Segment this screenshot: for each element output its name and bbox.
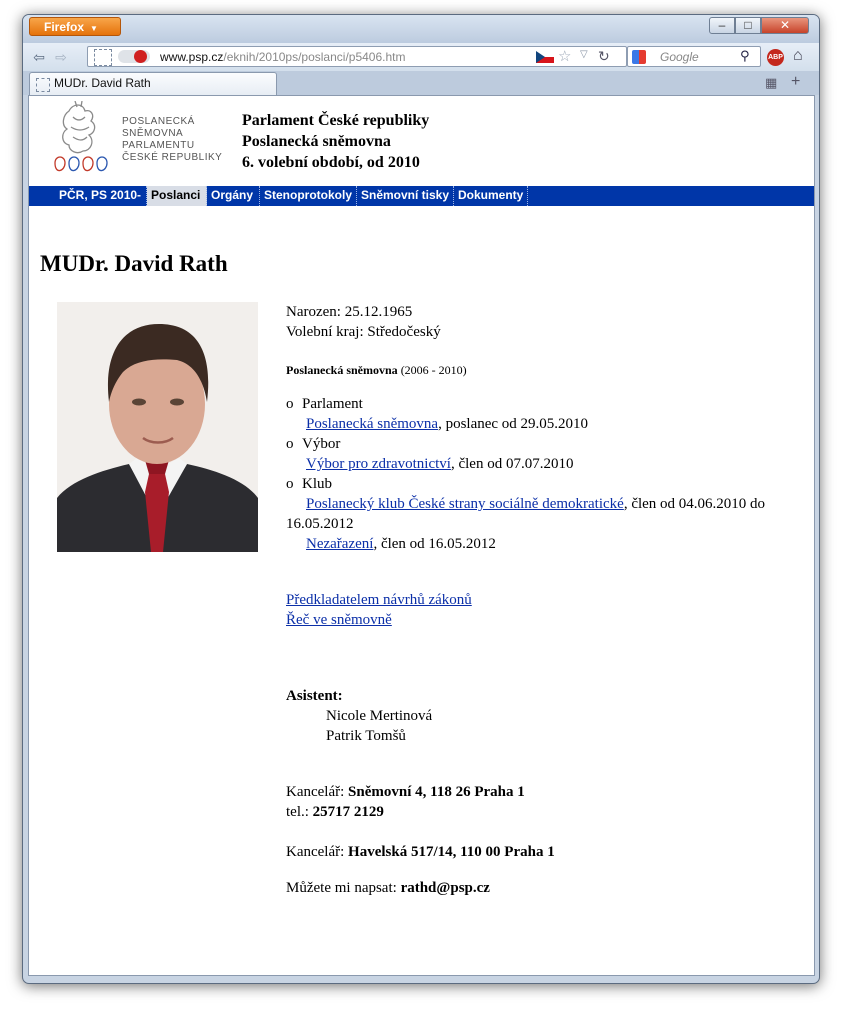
czech-flag-icon [536,51,554,63]
page-icon [36,78,50,92]
url-path: /eknih/2010ps/poslanci/p5406.htm [223,50,406,64]
home-icon[interactable]: ⌂ [793,47,803,64]
header-line: 6. volební období, od 2010 [242,154,420,171]
main-menu [29,186,814,206]
new-tab-icon[interactable]: + [791,73,801,90]
maximize-button[interactable]: □ [735,17,761,34]
speech-link-row [286,610,392,630]
bullet-icon: o [286,396,294,412]
logo-line: ČESKÉ REPUBLIKY [122,152,223,163]
vybor-entry [306,454,573,474]
section-vybor [286,434,340,454]
poslanecka-snemovna-link[interactable]: Poslanecká sněmovna [306,416,439,432]
portrait-photo [57,302,258,552]
born-date: Narozen: 25.12.1965 [286,304,413,320]
firefox-menu-label: Firefox [44,20,85,34]
email [286,878,490,898]
logo-line: PARLAMENTU [122,140,195,151]
block-icon [134,50,147,63]
bullet-icon: o [286,436,294,452]
electoral-region: Volební kraj: Středočeský [286,324,441,340]
logo-text [122,116,222,164]
speech-link[interactable]: Řeč ve sněmovně [286,612,392,628]
email-address[interactable]: rathd@psp.cz [400,880,490,896]
header-line: Poslanecká sněmovna [242,133,391,150]
klub-entry-1-text: , člen od 04.06.2010 do [623,496,766,512]
office-1-address: Sněmovní 4, 118 26 Praha 1 [348,784,525,800]
tab-active[interactable] [29,72,277,95]
url-domain: www.psp.cz [160,50,224,64]
klub-entry-2 [306,534,496,554]
bullet-icon: o [286,476,294,492]
title-bar [23,15,819,43]
menu-item-dokumenty[interactable]: Dokumenty [454,186,528,206]
menu-item-stenoprotokoly[interactable]: Stenoprotokoly [260,186,357,206]
tab-list-icon[interactable]: ▦ [765,75,778,90]
tab-title: MUDr. David Rath [54,76,151,90]
nezarazeni-link[interactable]: Nezařazení [306,536,374,552]
parlament-entry [306,414,588,434]
assistant-name: Patrik Tomšů [326,728,406,744]
lion-logo-icon [51,101,111,181]
klub-entry-1 [306,494,765,514]
page-viewport [28,95,815,976]
bookmark-star-icon[interactable]: ☆ [558,48,572,65]
tab-bar [23,71,819,95]
section-title: Výbor [302,436,341,452]
browser-window [22,14,820,984]
navigation-toolbar [23,43,819,71]
url-text[interactable] [160,50,406,64]
office-2 [286,842,555,862]
office-2-address: Havelská 517/14, 110 00 Praha 1 [348,844,555,860]
previous-term [286,360,467,380]
menu-item-snemovni-tisky[interactable]: Sněmovní tisky [357,186,454,206]
search-icon[interactable]: ⚲ [740,48,750,63]
office-2-label: Kancelář: [286,844,349,860]
page-title: MUDr. David Rath [40,251,228,276]
close-button[interactable]: ✕ [761,17,809,34]
section-title: Klub [302,476,332,492]
menu-item-pcr[interactable]: PČR, PS 2010- [55,186,147,206]
bills-link-row [286,590,472,610]
logo-line: SNĚMOVNA [122,128,184,139]
section-klub [286,474,332,494]
history-dropdown-icon[interactable]: ▽ [580,49,588,60]
back-arrow-icon[interactable]: ⇦ [33,49,45,65]
vybor-zdravotnictvi-link[interactable]: Výbor pro zdravotnictví [306,456,451,472]
assistant-name: Nicole Mertinová [326,708,433,724]
search-bar[interactable] [627,46,761,67]
previous-term-label: Poslanecká sněmovna [286,363,398,377]
section-title: Parlament [302,396,363,412]
url-bar[interactable] [87,46,627,67]
previous-term-years: (2006 - 2010) [400,363,467,377]
header-line: Parlament České republiky [242,112,430,129]
email-label: Můžete mi napsat: [286,880,401,896]
section-parlament [286,394,363,414]
search-engine-icon[interactable] [632,50,646,64]
phone-label: tel.: [286,804,313,820]
minimize-button[interactable]: – [709,17,735,34]
parlament-entry-text: , poslanec od 29.05.2010 [438,416,589,432]
phone [286,802,384,822]
firefox-menu-button[interactable] [29,17,121,36]
office-1 [286,782,525,802]
klub-cssd-link[interactable]: Poslanecký klub České strany sociálně demokratické [306,496,624,512]
office-1-label: Kancelář: [286,784,349,800]
adblock-icon[interactable]: ABP [767,49,784,66]
menu-item-organy[interactable]: Orgány [207,186,260,206]
chevron-down-icon: ▼ [90,24,98,33]
site-identity-icon[interactable] [94,49,112,66]
forward-arrow-icon[interactable]: ⇨ [55,49,67,65]
phone-number: 25717 2129 [312,804,384,820]
klub-entry-1-cont: 16.05.2012 [286,516,354,532]
menu-item-poslanci[interactable]: Poslanci [147,186,207,206]
assistant-label: Asistent: [286,688,343,704]
vybor-entry-text: , člen od 07.07.2010 [450,456,574,472]
search-input[interactable]: Google [660,50,699,64]
reload-icon[interactable]: ↻ [598,48,610,64]
site-header-title [242,110,429,173]
logo-line: POSLANECKÁ [122,116,195,127]
bills-link[interactable]: Předkladatelem návrhů zákonů [286,592,472,608]
klub-entry-2-text: , člen od 16.05.2012 [373,536,496,552]
